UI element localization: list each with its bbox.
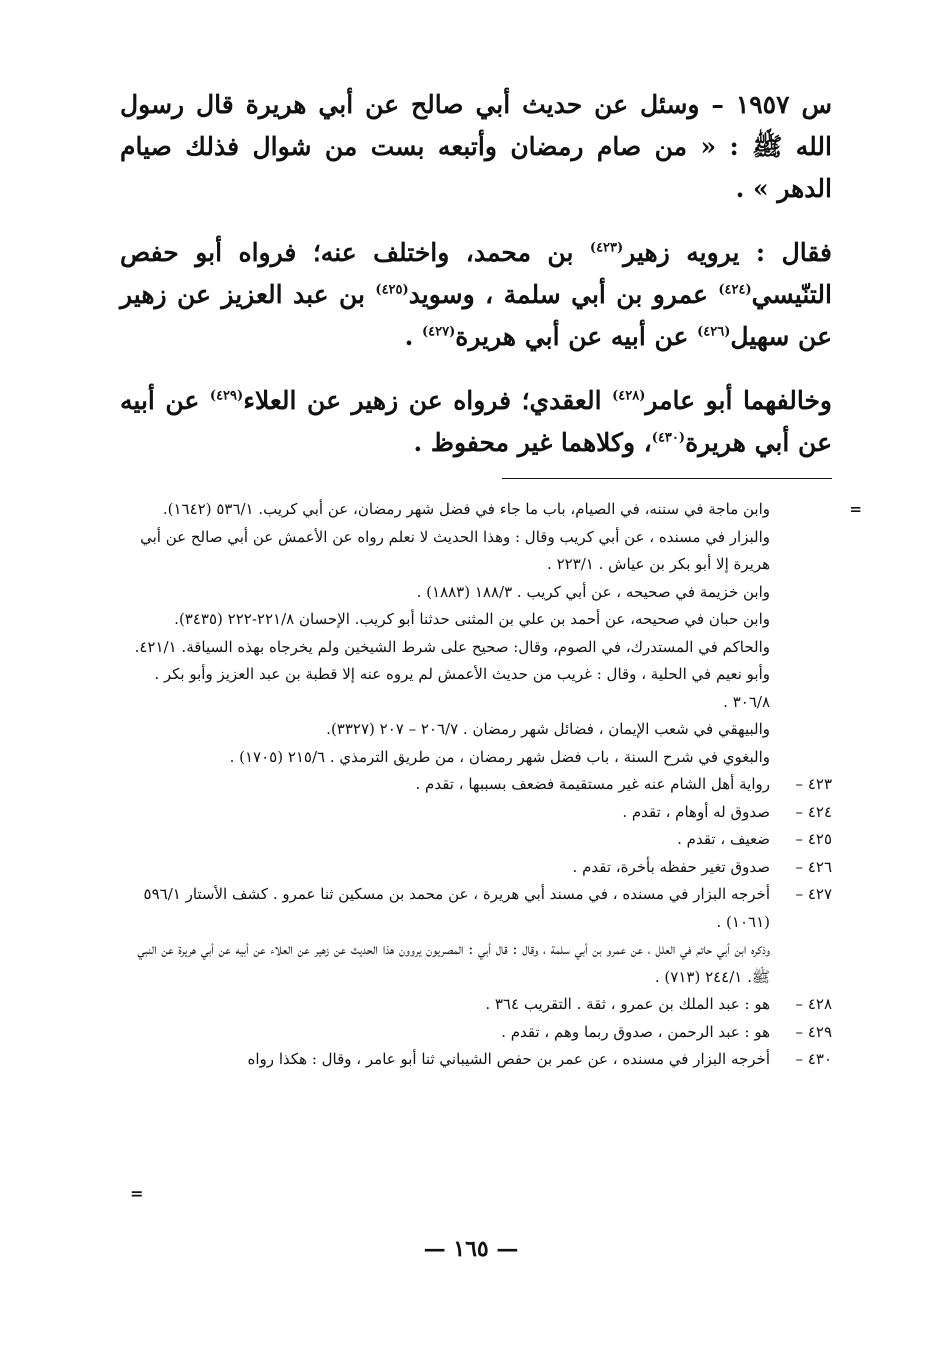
footnote-number: ٤٣٠ – (795, 1050, 832, 1068)
footnote-number: ٤٢٧ – (795, 885, 832, 903)
continuation-mark: = (849, 500, 862, 518)
footnote-continuation (122, 496, 862, 771)
footnote-ref-429[interactable]: (٤٢٩) (209, 388, 244, 404)
question-text: – وسئل عن حديث أبي صالح عن أبي هريرة قال رسول الله ﷺ : « من صام رمضان وأتبعه بست من شوال فذلك صيام الدهر » . (120, 90, 832, 203)
question-number: س ١٩٥٧ (735, 90, 832, 119)
footnote-text: ضعيف ، تقدم . (677, 830, 770, 848)
answer-paragraph (120, 232, 832, 358)
answer-text: . (404, 322, 423, 351)
footnote-line: والبغوي في شرح السنة ، باب فضل شهر رمضان ، من طريق الترمذي . ٢١٥/٦ (١٧٠٥) . (229, 747, 770, 766)
footnote-ref-428[interactable]: (٤٢٨) (612, 388, 646, 404)
footnote-ref-424[interactable]: (٤٢٤) (718, 282, 752, 298)
answer-text: عمرو بن أبي سلمة ، وسويد (408, 280, 719, 309)
footnote-429 (122, 1019, 832, 1047)
footnotes (122, 496, 862, 1074)
footnote-line: والحاكم في المستدرك، في الصوم، وقال: صحيح على شرط الشيخين ولم يخرجاه بهذه السياقة. ٤٢١/١. (134, 637, 770, 656)
footnote-427-continued: وذكره ابن أبي حاتم في العلل ، عن عمرو بن أبي سلمة ، وقال : قال أبي : المصريون يروون هذا الحديث عن زهير عن العلاء عن أبيه عن أبي هريرة عن النبي ﷺ. ٢٤٤/١ (٧١٣) . (137, 940, 770, 986)
footnote-text: هو : عبد الرحمن ، صدوق ربما وهم ، تقدم . (501, 1022, 770, 1041)
footnote-line: وابن خزيمة في صحيحه ، عن أبي كريب . ١٨٨/٣ (١٨٨٣) . (416, 582, 770, 601)
footnote-424 (122, 799, 832, 827)
footnote-line: وأبو نعيم في الحلية ، وقال : غريب من حديث الأعمش لم يروه عنه إلا قطبة بن عبد العزيز وأبو بكر . ٣٠٦/٨ . (154, 665, 770, 711)
answer-text: بن محمد، واختلف عنه؛ فرواه أبو حفص التنّيسي (120, 238, 832, 309)
footnote-text: صدوق تغير حفظه بأخرة، تقدم . (572, 857, 770, 876)
footnote-text: رواية أهل الشام عنه غير مستقيمة فضعف بسببها ، تقدم . (415, 775, 770, 793)
page-number: — ١٦٥ — (423, 1236, 519, 1262)
footnote-line: والبيهقي في شعب الإيمان ، فضائل شهر رمضان . ٢٠٦/٧ – ٢٠٧ (٣٣٢٧). (326, 720, 770, 738)
footnote-line: والبزار في مسنده ، عن أبي كريب وقال : وهذا الحديث لا نعلم رواه عن الأعمش عن أبي صالح عن أبي هريرة إلا أبو بكر بن عياش . ٢٢٣/١ . (140, 527, 770, 573)
question-paragraph (120, 84, 832, 210)
footnote-number: ٤٢٤ – (795, 802, 832, 821)
footnote-ref-427[interactable]: (٤٢٧) (422, 324, 456, 340)
footnote-divider (502, 478, 832, 479)
variant-text: وخالفهما أبو عامر (645, 386, 832, 415)
main-text (120, 84, 832, 486)
footnote-number: ٤٢٣ – (795, 775, 832, 793)
footnote-430 (122, 1046, 832, 1074)
answer-text: بن عبد العزيز عن زهير عن سهيل (120, 280, 832, 351)
footnote-425 (122, 826, 832, 854)
footnote-ref-425[interactable]: (٤٢٥) (375, 282, 409, 298)
answer-text: عن أبيه عن أبي هريرة (455, 322, 698, 351)
footnote-428 (122, 991, 832, 1019)
footnote-number: ٤٢٩ – (795, 1022, 832, 1041)
footnote-number: ٤٢٦ – (795, 857, 832, 876)
footnote-text: هو : عبد الملك بن عمرو ، ثقة . التقريب ٣٦٤ . (485, 995, 770, 1013)
variant-text: ، وكلاهما غير محفوظ . (413, 428, 652, 457)
variant-text: العقدي؛ فرواه عن زهير عن العلاء (243, 386, 613, 415)
footnote-ref-430[interactable]: (٤٣٠) (651, 430, 686, 446)
footnote-number: ٤٢٥ – (795, 830, 832, 848)
footnote-text: أخرجه البزار في مسنده ، عن عمر بن حفص الشيباني ثنا أبو عامر ، وقال : هكذا رواه (247, 1050, 770, 1068)
footnote-426 (122, 854, 832, 882)
footnote-number: ٤٢٨ – (795, 995, 832, 1013)
footnote-line: وابن حبان في صحيحه، عن أحمد بن علي بن المثنى حدثنا أبو كريب. الإحسان ٢٢١/٨-٢٢٢ (٣٤٣٥). (174, 610, 770, 628)
footnote-text: أخرجه البزار في مسنده ، في مسند أبي هريرة ، عن محمد بن مسكين ثنا عمرو . كشف الأستار ٥٩٦/١ (١٠٦١) . (143, 885, 770, 931)
continuation-mark-end: = (130, 1184, 144, 1203)
variant-paragraph (120, 380, 832, 464)
answer-text: فقال : يرويه زهير (623, 238, 832, 267)
footnote-ref-423[interactable]: (٤٢٣) (589, 240, 624, 256)
variant-text: عن أبيه عن أبي هريرة (120, 386, 832, 457)
footnote-ref-426[interactable]: (٤٢٦) (697, 324, 731, 340)
footnote-line: وابن ماجة في سننه، في الصيام، باب ما جاء في فضل شهر رمضان، عن أبي كريب. ٥٣٦/١ (١٦٤٢). (162, 500, 770, 518)
footnote-427 (122, 881, 832, 936)
footnote-text: صدوق له أوهام ، تقدم . (622, 802, 770, 821)
footnote-423 (122, 771, 832, 799)
